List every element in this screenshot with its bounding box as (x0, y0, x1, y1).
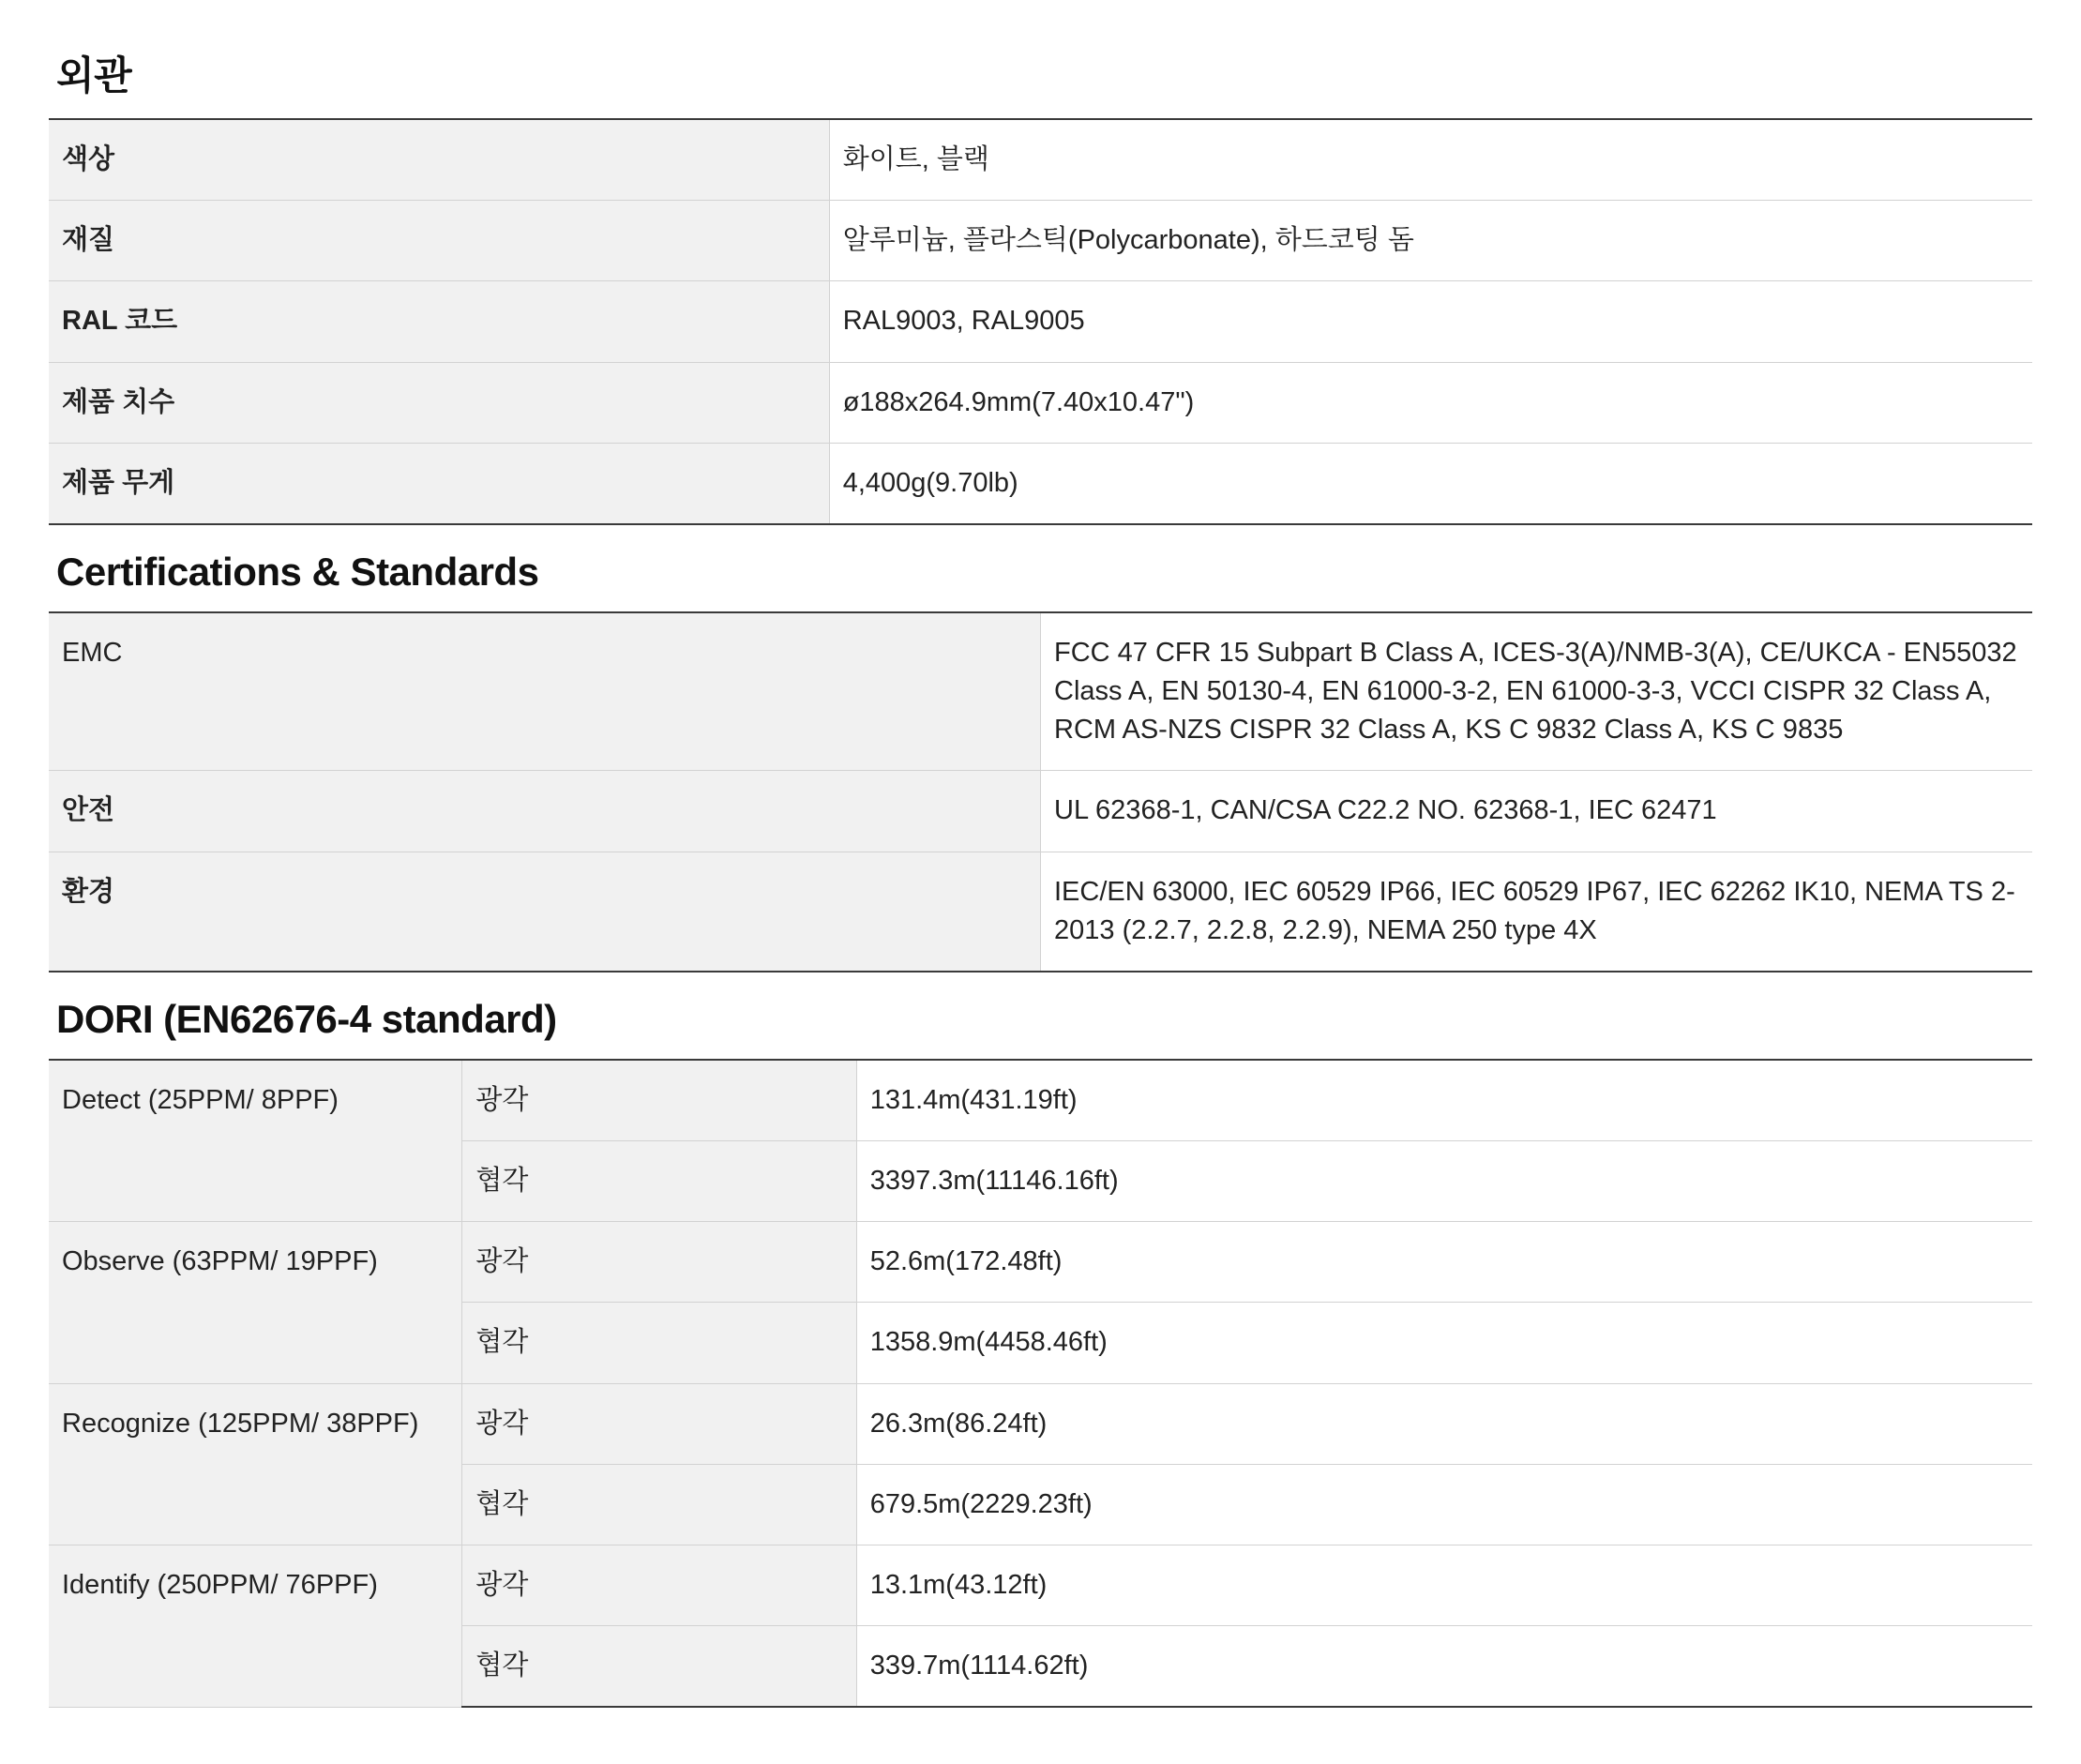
dori-value: 26.3m(86.24ft) (856, 1383, 2032, 1464)
row-label: 재질 (49, 201, 829, 281)
dori-angle: 광각 (462, 1383, 856, 1464)
table-row (49, 771, 2032, 852)
dori-category: Observe (63PPM/ 19PPF) (49, 1222, 462, 1383)
dori-angle: 광각 (462, 1545, 856, 1625)
table-row (49, 281, 2032, 362)
table-row (49, 119, 2032, 201)
row-value: ø188x264.9mm(7.40x10.47") (829, 362, 2032, 443)
row-value: IEC/EN 63000, IEC 60529 IP66, IEC 60529 IP67, IEC 62262 IK10, NEMA TS 2-2013 (2.2.7, 2.2.8, 2.2.9), NEMA 250 type 4X (1041, 852, 2033, 972)
table-row (49, 362, 2032, 443)
dori-value: 52.6m(172.48ft) (856, 1222, 2032, 1303)
table-row (49, 443, 2032, 524)
row-value: UL 62368-1, CAN/CSA C22.2 NO. 62368-1, IEC 62471 (1041, 771, 2033, 852)
table-row (49, 612, 2032, 771)
section-title-appearance: 외관 (56, 53, 132, 98)
dori-value: 339.7m(1114.62ft) (856, 1626, 2032, 1708)
table-row (49, 852, 2032, 972)
dori-category: Identify (250PPM/ 76PPF) (49, 1545, 462, 1707)
row-value: 알루미늄, 플라스틱(Polycarbonate), 하드코팅 돔 (829, 201, 2032, 281)
row-label: 안전 (49, 771, 1041, 852)
dori-value: 13.1m(43.12ft) (856, 1545, 2032, 1625)
row-label: 제품 치수 (49, 362, 829, 443)
row-value: 4,400g(9.70lb) (829, 443, 2032, 524)
dori-category: Detect (25PPM/ 8PPF) (49, 1060, 462, 1222)
row-label: 제품 무게 (49, 443, 829, 524)
dori-angle: 협각 (462, 1626, 856, 1708)
dori-angle: 협각 (462, 1141, 856, 1222)
table-row (49, 1545, 2032, 1625)
table-row (49, 201, 2032, 281)
dori-value: 3397.3m(11146.16ft) (856, 1141, 2032, 1222)
section-title-certifications: Certifications & Standards (56, 549, 539, 594)
row-label: 색상 (49, 119, 829, 201)
dori-value: 679.5m(2229.23ft) (856, 1464, 2032, 1545)
row-value: FCC 47 CFR 15 Subpart B Class A, ICES-3(A)/NMB-3(A), CE/UKCA - EN55032 Class A, EN 50130-4, EN 61000-3-2, EN 61000-3-3, VCCI CISPR 32 Class A, RCM AS-NZS CISPR 32 Class A, KS C 9832 Class A, KS C 9835 (1041, 612, 2033, 771)
dori-table (49, 1059, 2032, 1708)
row-label: EMC (49, 612, 1041, 771)
dori-angle: 광각 (462, 1222, 856, 1303)
row-label: 환경 (49, 852, 1041, 972)
dori-value: 1358.9m(4458.46ft) (856, 1303, 2032, 1383)
row-value: 화이트, 블랙 (829, 119, 2032, 201)
dori-category: Recognize (125PPM/ 38PPF) (49, 1383, 462, 1545)
row-value: RAL9003, RAL9005 (829, 281, 2032, 362)
row-label: RAL 코드 (49, 281, 829, 362)
dori-value: 131.4m(431.19ft) (856, 1060, 2032, 1141)
dori-angle: 협각 (462, 1464, 856, 1545)
table-row (49, 1060, 2032, 1141)
appearance-table (49, 118, 2032, 525)
table-row (49, 1383, 2032, 1464)
dori-angle: 협각 (462, 1303, 856, 1383)
dori-angle: 광각 (462, 1060, 856, 1141)
table-row (49, 1222, 2032, 1303)
certifications-table (49, 611, 2032, 972)
section-title-dori: DORI (EN62676-4 standard) (56, 996, 557, 1041)
